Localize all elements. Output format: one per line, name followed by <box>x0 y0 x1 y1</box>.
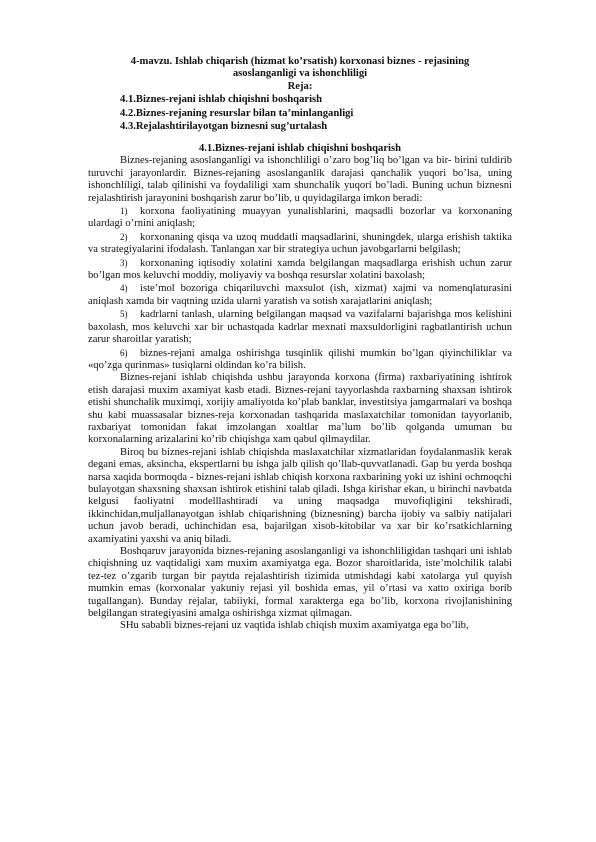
numbered-item <box>88 282 512 308</box>
plan-item: 4.2.Biznes-rejaning resurslar bilan ta’minlanganligi <box>120 107 354 119</box>
item-text: iste’mol bozoriga chiqariluvchi maxsulot (ish, xizmat) xajmi va nomenqlaturasini aniqlash xamda bir vaqtning uzida ularni yaratish va sotish xarajatlarini aniqlash; <box>88 283 512 307</box>
item-number: 3) <box>120 257 128 268</box>
plan-label: Reja: <box>287 80 313 92</box>
numbered-item <box>88 257 512 283</box>
plan-item: 4.3.Rejalashtirilayotgan biznesni sug’urtalash <box>120 121 328 133</box>
item-text: kadrlarni tanlash, ularning belgilangan maqsad va vazifalarni bajarishga mos kelishini baxolash, mos keluvchi xar bir uchastqada kadrlar mexnati maxsuldorligini ragbatlantirish uchun zarur sharoitlar yaratish; <box>88 309 512 346</box>
item-number: 2) <box>120 231 128 242</box>
item-number: 6) <box>120 347 128 358</box>
plan-item: 4.1.Biznes-rejani ishlab chiqishni boshqarish <box>120 94 323 106</box>
item-number: 1) <box>120 206 128 217</box>
numbered-item <box>88 205 512 231</box>
section-heading: 4.1.Biznes-rejani ishlab chiqishni boshqarish <box>198 143 402 154</box>
numbered-item <box>88 308 512 346</box>
body-paragraph: Boshqaruv jarayonida biznes-rejaning asoslanganligi va ishonchliligidan tashqari uni ishlab chiqishning uz vaqtidaligi xam muxim axamiyatga ega. Bozor sharoitlarida, iste’molchilik talabi tez-tez o’zgarib turgan bir paytda rejalashtirish tizimida utmishdagi kabi xatolarga yul quyish mumkin emas (korxonalar yakuniy rejasi yil boshida emas, yil o’rtasi va xatto oxiriga borib tugallangan). Bunday rejalar, tabiiyki, formal xarakterga ega bo’lib, korxona rivojlanishining belgilangan strategiyasini amalga oshirishga xizmat qilmagan. <box>88 546 512 620</box>
document-title: 4-mavzu. Ishlab chiqarish (hizmat ko’rsatish) korxonasi biznes - rejasining asoslanganligi va ishonchliligi <box>130 56 470 80</box>
body-paragraph: SHu sababli biznes-rejani uz vaqtida ishlab chiqish muxim axamiyatga ega bo’lib, <box>120 620 469 632</box>
item-text: korxonaning iqtisodiy xolatini xamda belgilangan maqsadlarga erishish uchun zarur bo’lgan mos keluvchi moddiy, moliyaviy va boshqa resurslar xolatini baxolash; <box>88 257 512 282</box>
item-text: korxona faoliyatining muayyan yunalishlarini, maqsadli bozorlar va korxonaning ulardagi o’rnini aniqlash; <box>88 206 512 230</box>
numbered-item <box>88 231 512 257</box>
item-text: korxonaning qisqa va uzoq muddatli maqsadlarini, shuningdek, ularga erishish taktika va strategiyalarini ifodalash. Tanlangan xar bir strategiya uchun javobgarlarni belgilash; <box>88 231 512 256</box>
plan-list <box>88 93 512 134</box>
item-number: 4) <box>120 283 128 294</box>
document-page <box>88 56 512 633</box>
numbered-item <box>88 347 512 373</box>
body-paragraph: Biznes-rejani ishlab chiqishda ushbu jarayonda korxona (firma) raxbariyatining ishtirok etish darajasi muxim axamiyat kasb etadi. Biznes-rejani tayyorlashda raxbarning shaxsan ishtirok etishi shunchalik muximqi, xorijiy amaliyotda ko’plab banklar, investitsiya jamgarmalari va boshqa shu kabi muassasalar biznes-reja korxonadan tashqarida maslaxatchilar tomonidan tayyorlanib, raxbariyat tomonidan fakat imzolangan xoaltlar ma’lum bo’lib qolganda umuman bu korxonalarning arizalarini ko’rib chiqishga xam qabul qilmaydilar. <box>88 372 512 446</box>
intro-paragraph: Biznes-rejaning asoslanganligi va ishonchliligi o’zaro bog’liq bo’lgan va bir- birini tuldirib turuvchi jarayonlardir. Biznes-rejaning asoslanganlik darajasi qanchalik yuqori bo’lsa, uning ishonchliligi, talab qilinishi va foydaliligi xam shunchalik yuqori bo’ladi. Buning uchun biznesni rejalashtirish jarayonini boshqarish zarur bo’lib, u quyidagilarga imkon beradi: <box>88 155 512 204</box>
item-text: biznes-rejani amalga oshirishga tusqinlik qilishi mumkin bo’lgan qiyinchiliklar va «qo’zga qurinmas» tusiqlarni oldindan ko’ra bilish. <box>88 347 512 371</box>
item-number: 5) <box>120 309 128 320</box>
body-paragraph: Biroq bu biznes-rejani ishlab chiqishda maslaxatchilar xizmatlaridan foydalanmaslik kerak degani emas, aksincha, ekspertlarni bu ishga jalb qilish qo’llab-quvvatlanadi. Gap bu yerda boshqa narsa xaqida bormoqda - biznes-rejani ishlab chiqish korxona raxbarining yoki uz ishini ochmoqchi bulayotgan shaxsning shaxsan ishtirok etishini talab qiladi. Ishga kirishar ekan, u birinchi navbatda kelgusi faoliyatni modelllashtiradi va uning maqsadga muvofiqligini tekshiradi, ikkinchidan,muljallanayotgan ishlab chiqarishning (biznesning) barcha ijobiy va salbiy natijalari uchun javob beradi, uchinchidan esa, bajarilgan xisob-kitobilar va xar bir ko’rsatkichlarning axamiyatini yaxshi va aniq biladi. <box>88 446 512 545</box>
